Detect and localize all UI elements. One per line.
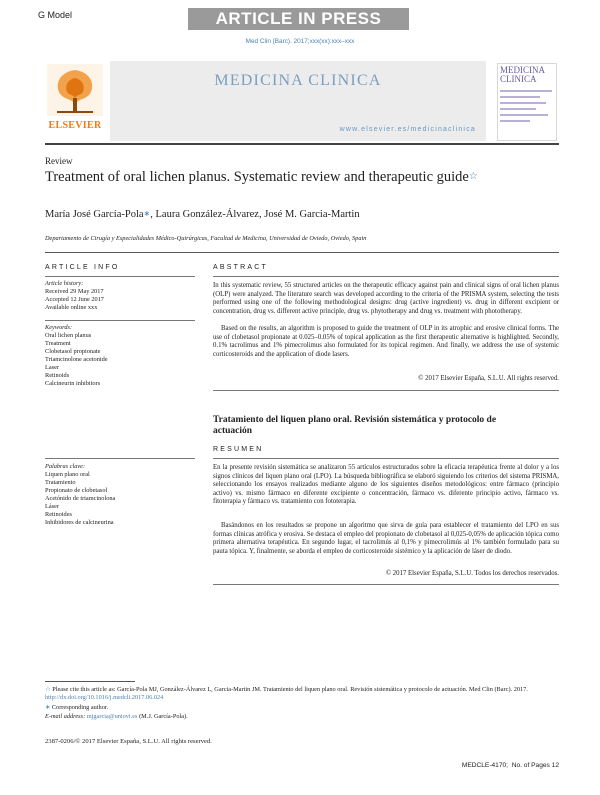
- article-history-label: Article history:: [45, 280, 84, 287]
- resumen-paragraph: En la presente revisión sistemática se analizaron 55 artículos estructurados sobre la eficacia terapéutica frente al dolor y a los signos clínicos del liquen plano oral (LPO). La búsqueda bibliográfica se elaboró siguiendo los criterios del sistema PRISMA, seleccionando los ensayos realizados mediante alguno de los siguientes diseños metodológicos: entre fármaco (principio activo) vs. mismo fármaco en diferente excipiente o concentración, fármaco vs. diferente principio activo, fármaco vs. fitoterapia y fármaco vs. tratamiento con fototerapia.: [213, 464, 559, 506]
- abstract-end-rule: [213, 390, 559, 391]
- cover-stripe: [500, 90, 552, 92]
- citation-text: Please cite this article as: García-Pola MJ, González-Álvarez L, Garcia-Martin JM. Tratamiento del liquen plano oral. Revisión sistemática y protocolo de actuación. Med Clin (Barc). 2017.: [52, 686, 528, 693]
- email-label: E-mail address:: [45, 713, 86, 720]
- keywords-label: Keywords:: [45, 324, 73, 331]
- palabra-clave: Láser: [45, 503, 59, 510]
- resumen-end-rule: [213, 584, 559, 585]
- author-name[interactable]: María José García-Pola: [45, 209, 144, 220]
- author-name[interactable]: José M. Garcia-Martin: [264, 209, 360, 220]
- g-model-label: G Model: [38, 10, 73, 20]
- author-name[interactable]: Laura González-Álvarez: [155, 209, 259, 220]
- page-count: No. of Pages 12: [511, 762, 559, 769]
- resumen-heading: RESUMEN: [213, 446, 264, 453]
- email-owner: (M.J. García-Pola).: [139, 713, 188, 720]
- header-divider: [45, 143, 559, 145]
- cover-stripe: [500, 96, 540, 98]
- cover-title-line1: MEDICINA: [500, 65, 545, 75]
- keyword: Laser: [45, 364, 59, 371]
- corresponding-author-footnote: [45, 704, 559, 712]
- elsevier-tree-logo-icon: [47, 64, 103, 116]
- palabra-clave: Retinoides: [45, 511, 72, 518]
- keyword: Clobetasol propionate: [45, 348, 101, 355]
- article-code: MEDCLE-4170;: [461, 762, 509, 769]
- journal-name: MEDICINA CLINICA: [214, 72, 382, 89]
- footnote-rule: [45, 681, 135, 682]
- article-title: [45, 168, 485, 186]
- cover-stripe: [500, 102, 546, 104]
- article-info-heading: ARTICLE INFO: [45, 264, 120, 271]
- title-footnote-mark[interactable]: ☆: [468, 171, 478, 182]
- email-footnote: [45, 713, 559, 721]
- resumen-rule: [213, 458, 559, 459]
- article-info-rule: [45, 276, 195, 277]
- elsevier-wordmark: ELSEVIER: [48, 120, 102, 131]
- journal-url-link[interactable]: www.elsevier.es/medicinaclinica: [339, 126, 476, 133]
- corresponding-author-mark[interactable]: ∗: [143, 209, 151, 218]
- keyword: Retinoids: [45, 372, 70, 379]
- resumen-paragraph: Basándonos en los resultados se propone un algoritmo que sirva de guía para establecer el tratamiento del LPO en sus formas clínicas atrófica y erosiva. Se destaca el empleo del propionato de clobetasol al 0,025-0,05% de aplicación tópica como primera alternativa terapéutica. En segundo lugar, el tacrolimús al 0,1% y pimecrolimús al 1% también formulado para su pauta tópica. Y, finalmente, se aborda el empleo de corticosteroide sistémico y la aplicación de láser de diodo.: [213, 522, 559, 555]
- history-line: Available online xxx: [45, 304, 98, 311]
- palabra-clave: Propionato de clobetasol: [45, 487, 108, 494]
- corresponding-author-label: Corresponding author.: [51, 704, 109, 711]
- keyword: Calcineurin inhibitors: [45, 380, 101, 387]
- author-affiliation: Departamento de Cirugía y Especialidades Médico-Quirúrgicas, Facultad de Medicina, Universidad de Oviedo, Oviedo, Spain: [45, 235, 367, 242]
- keyword: Oral lichen planus: [45, 332, 92, 339]
- article-in-press-text: ARTICLE IN PRESS: [215, 9, 382, 28]
- abstract-copyright: © 2017 Elsevier España, S.L.U. All rights reserved.: [418, 375, 559, 382]
- corresponding-footnote-mark: ∗: [45, 704, 51, 711]
- cover-stripe: [500, 114, 548, 116]
- abstract-rule: [213, 276, 559, 277]
- palabra-clave: Acetónido de triamcinolona: [45, 495, 116, 502]
- resumen-copyright: © 2017 Elsevier España, S.L.U. Todos los derechos reservados.: [385, 570, 559, 577]
- palabra-clave: Inhibidores de calcineurina: [45, 519, 114, 526]
- keyword: Treatment: [45, 340, 71, 347]
- palabras-clave-rule: [45, 458, 195, 459]
- article-title-text: Treatment of oral lichen planus. Systematic review and therapeutic guide: [45, 169, 469, 185]
- doi-link[interactable]: http://dx.doi.org/10.1016/j.medcli.2017.06.024: [45, 694, 164, 701]
- abstract-paragraph: Based on the results, an algorithm is proposed to guide the treatment of OLP in its atrophic and erosive clinical forms. The use of clobetasol propionate at 0.025–0.05% of topical application as the first therapeutic alternative is highlighted. Secondly, 0.1% tacrolimus and 1% pimecrolimus also formulated for its topical regimen. And finally, we address the use of systemic corticosteroids and the application of diode lasers.: [213, 325, 559, 358]
- history-line: Received 29 May 2017: [45, 288, 104, 295]
- author-list: María José García-Pola∗, Laura González-Álvarez, José M. Garcia-Martin: [45, 209, 360, 220]
- cover-stripe: [500, 108, 536, 110]
- keywords-rule: [45, 320, 195, 321]
- palabra-clave: Tratamiento: [45, 479, 76, 486]
- article-code-pages: [380, 762, 559, 769]
- issn-copyright: 2387-0206/© 2017 Elsevier España, S.L.U. All rights reserved.: [45, 738, 212, 745]
- citation-footnote: [45, 686, 559, 702]
- palabras-clave-list: [45, 463, 195, 527]
- cover-title-line2: CLINICA: [500, 74, 537, 84]
- abstract-paragraph: In this systematic review, 55 structured articles on the therapeutic efficacy against pain and clinical signs of oral lichen planus (OLP) were analyzed. The literature search was developed according to the criteria of the PRISMA system, selecting the tests performed using one of the following methodological designs: drug (active ingredient) vs. drug in different excipient or concentration, drug vs. different active principle, drug vs. phytotherapy and drug vs. treatment with phototherapy.: [213, 282, 559, 315]
- citation-footnote-mark: ☆: [45, 686, 51, 693]
- palabras-clave-label: Palabras clave:: [45, 463, 86, 470]
- journal-reference-link[interactable]: Med Clin (Barc). 2017;xxx(xx):xxx–xxx: [245, 38, 355, 45]
- article-history: [45, 280, 195, 312]
- history-line: Accepted 12 June 2017: [45, 296, 104, 303]
- keyword: Triamcinolone acetonide: [45, 356, 108, 363]
- cover-stripe: [500, 120, 530, 122]
- spanish-title: Tratamiento del liquen plano oral. Revisión sistemática y protocolo de actuación: [213, 415, 497, 436]
- article-type: Review: [45, 156, 73, 166]
- email-link[interactable]: mjgarcia@uniovi.es: [86, 713, 138, 720]
- abstract-heading: ABSTRACT: [213, 264, 268, 271]
- palabra-clave: Liquen plano oral: [45, 471, 90, 478]
- section-divider: [45, 252, 559, 253]
- keywords-list: [45, 324, 195, 388]
